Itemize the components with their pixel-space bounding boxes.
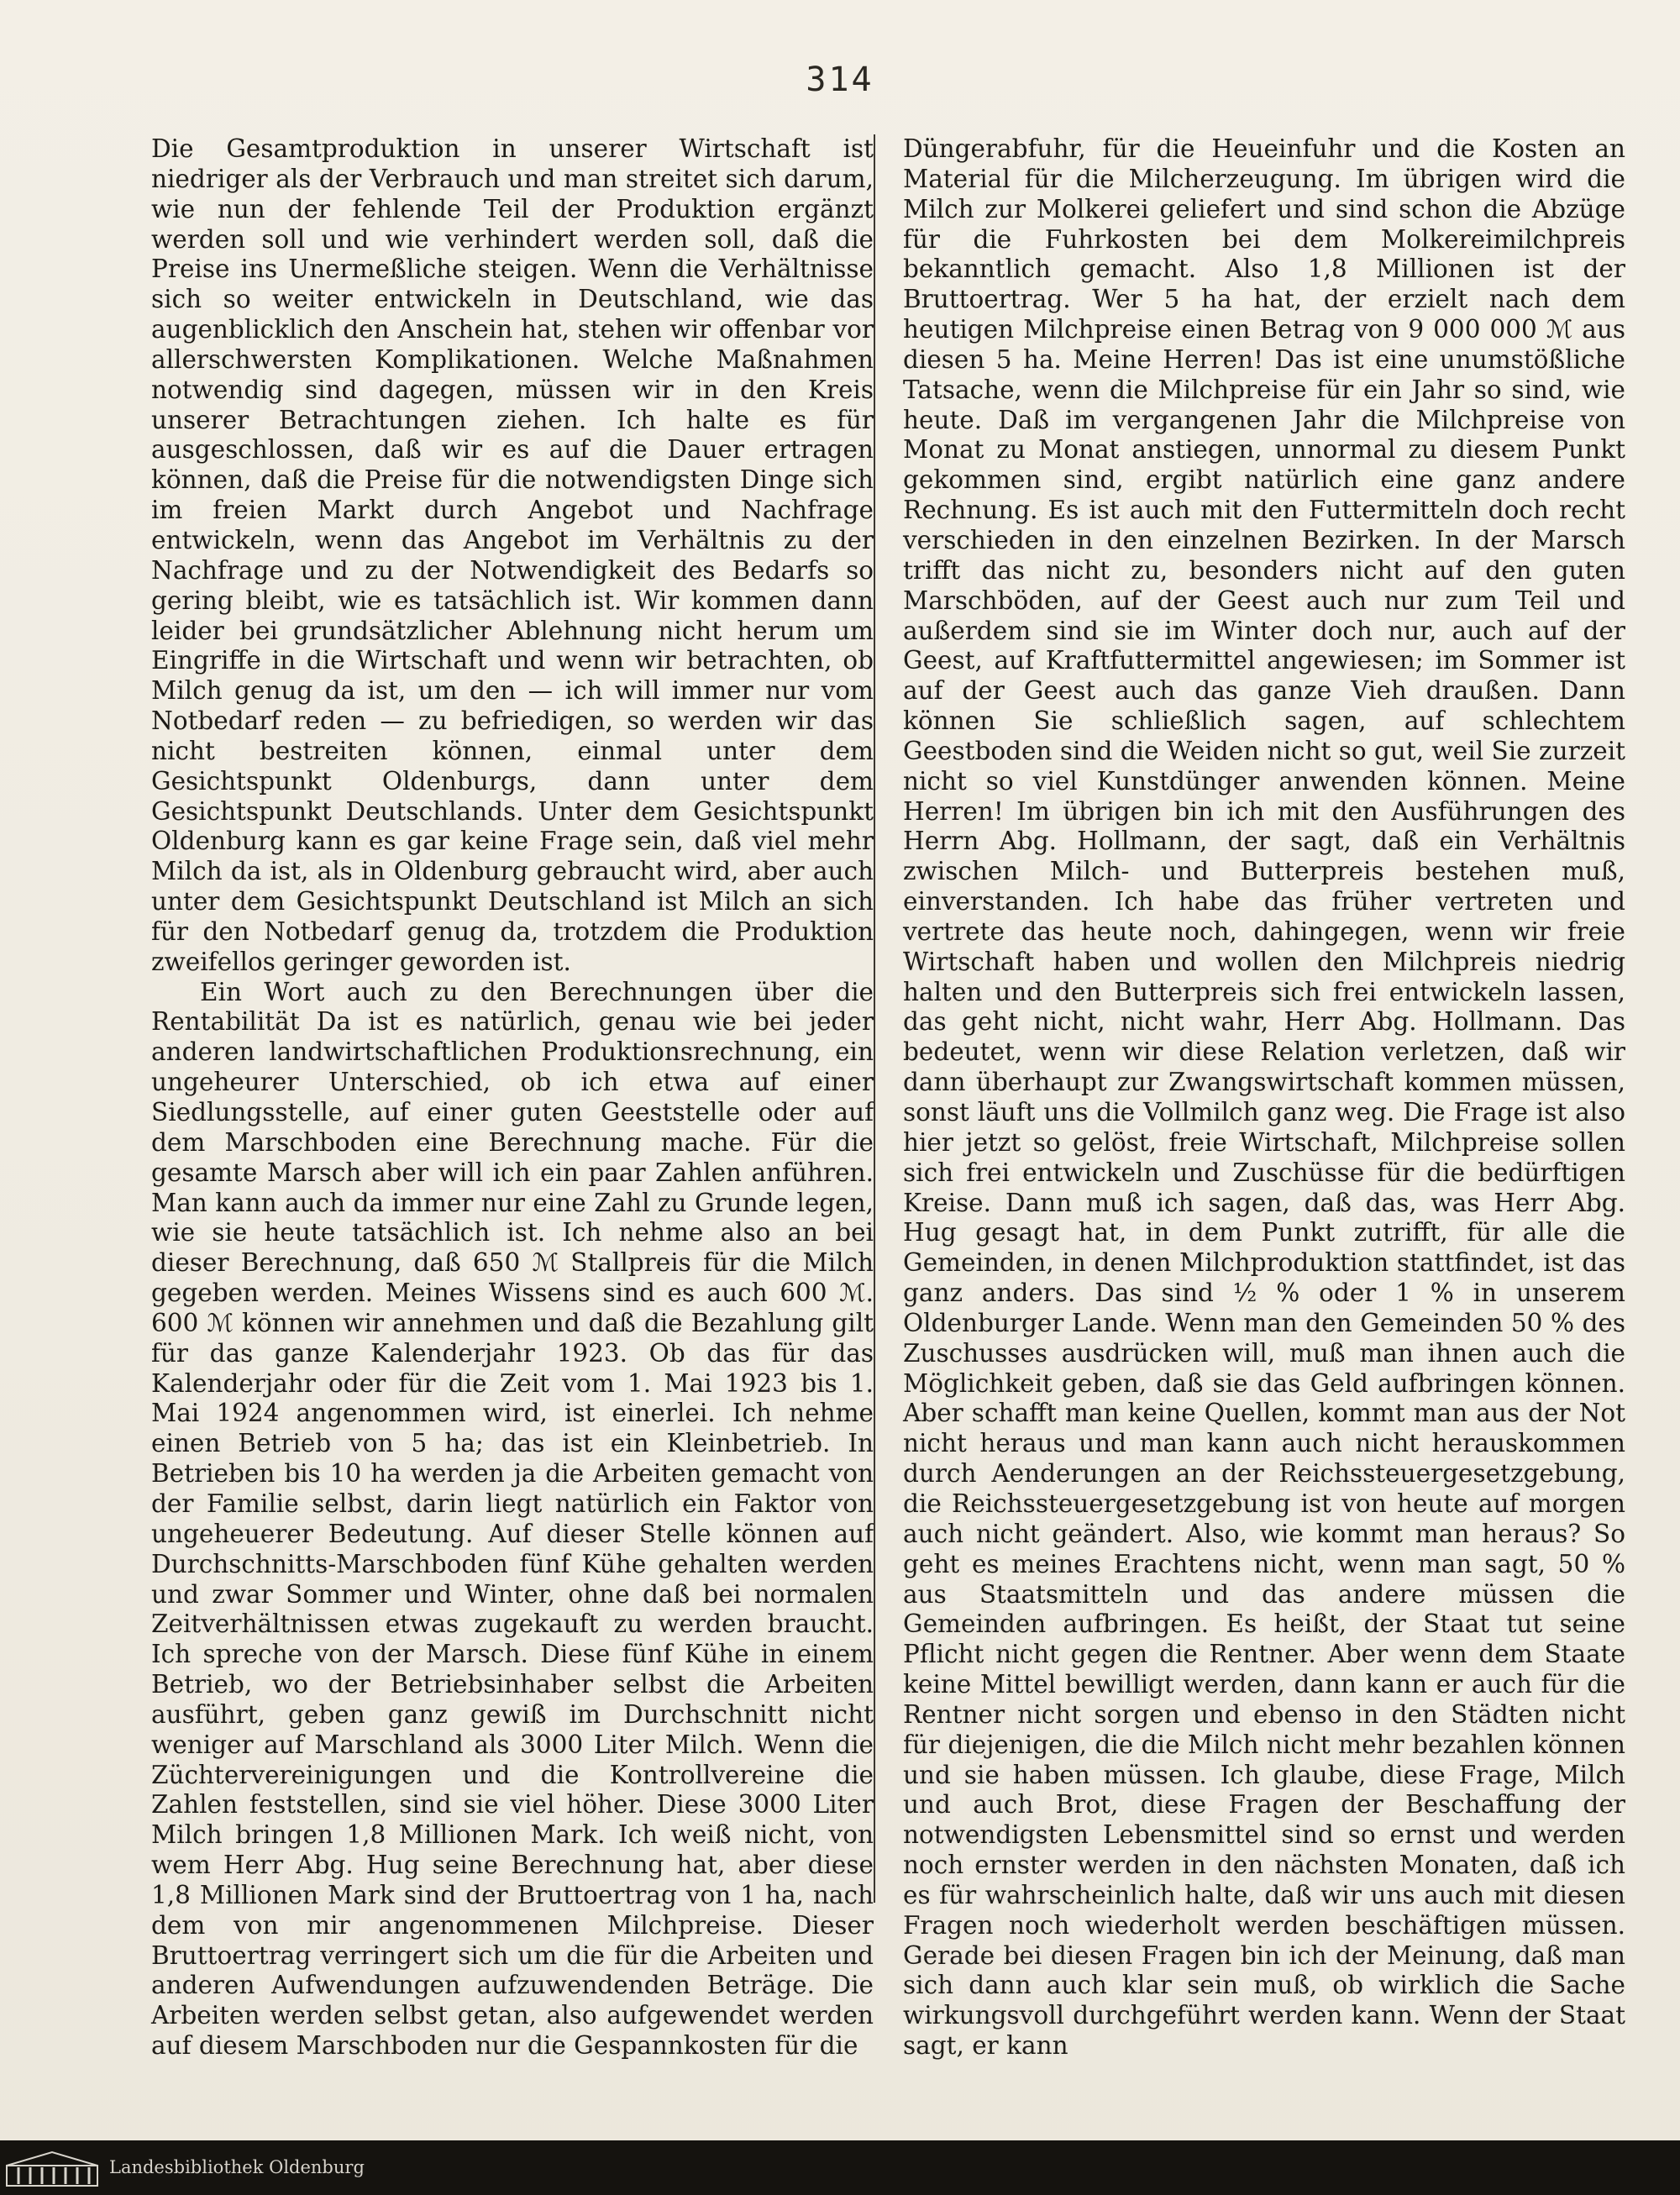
column-divider	[874, 134, 875, 1903]
paragraph: Die Gesamtproduktion in unserer Wirtschaft ist niedriger als der Verbrauch und man streitet sich darum, wie nun der fehlende Teil der Produktion ergänzt werden soll und wie verhindert werden soll, daß die Preise ins Unermeßliche steigen. Wenn die Verhältnisse sich so weiter entwickeln in Deutschland, wie das augenblicklich den Anschein hat, stehen wir offenbar vor allerschwersten Komplikationen. Welche Maßnahmen notwendig sind dagegen, müssen wir in den Kreis unserer Betrachtungen ziehen. Ich halte es für ausgeschlossen, daß wir es auf die Dauer ertragen können, daß die Preise für die notwendigsten Dinge sich im freien Markt durch Angebot und Nachfrage entwickeln, wenn das Angebot im Verhältnis zu der Nachfrage und zu der Notwendigkeit des Bedarfs so gering bleibt, wie es tatsächlich ist. Wir kommen dann leider bei grundsätzlicher Ablehnung nicht herum um Eingriffe in die Wirtschaft und wenn wir betrachten, ob Milch genug da ist, um den — ich will immer nur vom Notbedarf reden — zu befriedigen, so werden wir das nicht bestreiten können, einmal unter dem Gesichtspunkt Oldenburgs, dann unter dem Gesichtspunkt Deutschlands. Unter dem Gesichtspunkt Oldenburg kann es gar keine Frage sein, daß viel mehr Milch da ist, als in Oldenburg gebraucht wird, aber auch unter dem Gesichtspunkt Deutschland ist Milch an sich für den Notbedarf genug da, trotzdem die Produktion zweifellos geringer geworden ist.	[151, 134, 874, 976]
right-text-column	[903, 134, 1625, 2061]
left-text-column	[151, 134, 874, 2061]
library-name: Landesbibliothek Oldenburg	[109, 2157, 365, 2177]
library-building-icon	[5, 2149, 99, 2187]
paragraph: Ein Wort auch zu den Berechnungen über die Rentabilität Da ist es natürlich, genau wie bei jeder anderen landwirtschaftlichen Produktionsrechnung, ein ungeheurer Unterschied, ob ich etwa auf einer Siedlungsstelle, auf einer guten Geeststelle oder auf dem Marschboden eine Berechnung mache. Für die gesamte Marsch aber will ich ein paar Zahlen anführen. Man kann auch da immer nur eine Zahl zu Grunde legen, wie sie heute tatsächlich ist. Ich nehme also an bei dieser Berechnung, daß 650 ℳ Stallpreis für die Milch gegeben werden. Meines Wissens sind es auch 600 ℳ. 600 ℳ können wir annehmen und daß die Bezahlung gilt für das ganze Kalenderjahr 1923. Ob das für das Kalenderjahr oder für die Zeit vom 1. Mai 1923 bis 1. Mai 1924 angenommen wird, ist einerlei. Ich nehme einen Betrieb von 5 ha; das ist ein Kleinbetrieb. In Betrieben bis 10 ha werden ja die Arbeiten gemacht von der Familie selbst, darin liegt natürlich ein Faktor von ungeheuerer Bedeutung. Auf dieser Stelle können auf Durchschnitts-Marschboden fünf Kühe gehalten werden und zwar Sommer und Winter, ohne daß bei normalen Zeitverhältnissen etwas zugekauft zu werden braucht. Ich spreche von der Marsch. Diese fünf Kühe in einem Betrieb, wo der Betriebsinhaber selbst die Arbeiten ausführt, geben ganz gewiß im Durchschnitt nicht weniger auf Marschland als 3000 Liter Milch. Wenn die Züchtervereinigungen und die Kontrollvereine die Zahlen feststellen, sind sie viel höher. Diese 3000 Liter Milch bringen 1,8 Millionen Mark. Ich weiß nicht, von wem Herr Abg. Hug seine Berechnung hat, aber diese 1,8 Millionen Mark sind der Bruttoertrag von 1 ha, nach dem von mir angenommenen Milchpreise. Dieser Bruttoertrag verringert sich um die für die Arbeiten und anderen Aufwendungen aufzuwendenden Beträge. Die Arbeiten werden selbst getan, also aufgewendet werden auf diesem Marschboden nur die Gespannkosten für die	[151, 977, 874, 2061]
page-number: 314	[806, 60, 874, 99]
paragraph: Düngerabfuhr, für die Heueinfuhr und die Kosten an Material für die Milcherzeugung. Im übrigen wird die Milch zur Molkerei geliefert und sind schon die Abzüge für die Fuhrkosten bei dem Molkereimilchpreis bekanntlich gemacht. Also 1,8 Millionen ist der Bruttoertrag. Wer 5 ha hat, der erzielt nach dem heutigen Milchpreise einen Betrag von 9 000 000 ℳ aus diesen 5 ha. Meine Herren! Das ist eine unumstößliche Tatsache, wenn die Milchpreise für ein Jahr so sind, wie heute. Daß im vergangenen Jahr die Milchpreise von Monat zu Monat anstiegen, unnormal zu diesem Punkt gekommen sind, ergibt natürlich eine ganz andere Rechnung. Es ist auch mit den Futtermitteln doch recht verschieden in den einzelnen Bezirken. In der Marsch trifft das nicht zu, besonders nicht auf den guten Marschböden, auf der Geest auch nur zum Teil und außerdem sind sie im Winter doch nur, auch auf der Geest, auf Kraftfuttermittel angewiesen; im Sommer ist auf der Geest auch das ganze Vieh draußen. Dann können Sie schließlich sagen, auf schlechtem Geestboden sind die Weiden nicht so gut, weil Sie zurzeit nicht so viel Kunstdünger anwenden können. Meine Herren! Im übrigen bin ich mit den Ausführungen des Herrn Abg. Hollmann, der sagt, daß ein Verhältnis zwischen Milch- und Butterpreis bestehen muß, einverstanden. Ich habe das früher vertreten und vertrete das heute noch, dahingegen, wenn wir freie Wirtschaft haben und wollen den Milchpreis niedrig halten und den Butterpreis sich frei entwickeln lassen, das geht nicht, nicht wahr, Herr Abg. Hollmann. Das bedeutet, wenn wir diese Relation verletzen, daß wir dann überhaupt zur Zwangswirtschaft kommen müssen, sonst läuft uns die Vollmilch ganz weg. Die Frage ist also hier jetzt so gelöst, freie Wirtschaft, Milchpreise sollen sich frei entwickeln und Zuschüsse für die bedürftigen Kreise. Dann muß ich sagen, daß das, was Herr Abg. Hug gesagt hat, in dem Punkt zutrifft, für alle die Gemeinden, in denen Milchproduktion stattfindet, ist das ganz anders. Das sind ½ % oder 1 % in unserem Oldenburger Lande. Wenn man den Gemeinden 50 % des Zuschusses ausdrücken will, muß man ihnen auch die Möglichkeit geben, daß sie das Geld aufbringen können. Aber schafft man keine Quellen, kommt man aus der Not nicht heraus und man kann auch nicht herauskommen durch Aenderungen an der Reichssteuergesetzgebung, die Reichssteuergesetzgebung ist von heute auf morgen auch nicht geändert. Also, wie kommt man heraus? So geht es meines Erachtens nicht, wenn man sagt, 50 % aus Staatsmitteln und das andere müssen die Gemeinden aufbringen. Es heißt, der Staat tut seine Pflicht nicht gegen die Rentner. Aber wenn dem Staate keine Mittel bewilligt werden, dann kann er auch für die Rentner nicht sorgen und ebenso in den Städten nicht für diejenigen, die die Milch nicht mehr bezahlen können und sie haben müssen. Ich glaube, diese Frage, Milch und auch Brot, diese Fragen der Beschaffung der notwendigsten Lebensmittel sind so ernst und werden noch ernster werden in den nächsten Monaten, daß ich es für wahrscheinlich halte, daß wir uns auch mit diesen Fragen noch wiederholt werden beschäftigen müssen. Gerade bei diesen Fragen bin ich der Meinung, daß man sich dann auch klar sein muß, ob wirklich die Sache wirkungsvoll durchgeführt werden kann. Wenn der Staat sagt, er kann	[903, 134, 1625, 2061]
footer-bar	[0, 2140, 1680, 2195]
